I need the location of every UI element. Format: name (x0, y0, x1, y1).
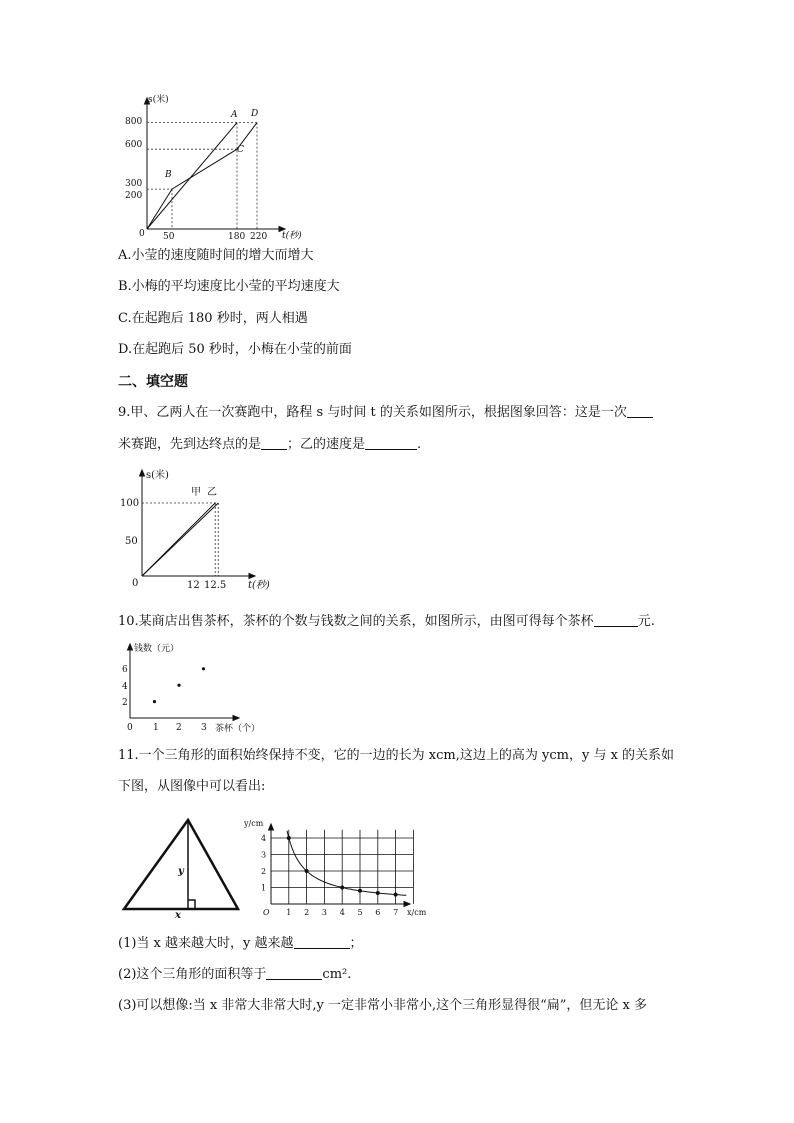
g2-origin: 0 (132, 578, 139, 589)
option-c: C.在起跑后 180 秒时，两人相遇 (118, 311, 308, 326)
g2-ytick-100: 100 (120, 498, 140, 509)
g4-ytick-2: 2 (261, 867, 267, 876)
g3-x-label: 茶杯（个） (215, 724, 261, 734)
q11-sub2-a: (2)这个三角形的面积等于 (118, 967, 267, 982)
triangle-shape (124, 820, 238, 909)
g1-point-c: C (237, 145, 244, 155)
g1-ytick-200: 200 (125, 191, 143, 201)
g4-origin: O (263, 908, 270, 917)
q9-blank-distance (627, 403, 653, 418)
g2-series-jia: 甲 (191, 487, 201, 498)
option-b: B.小梅的平均速度比小莹的平均速度大 (118, 279, 340, 294)
g4-point-3 (358, 889, 362, 893)
g2-series-yi: 乙 (207, 487, 217, 498)
g3-ytick-6: 6 (122, 665, 128, 675)
q11-line1: 11.一个三角形的面积始终保持不变，它的一边的长为 xcm,这边上的高为 ycm，y 与 x 的关系如 (118, 748, 675, 763)
g2-xtick-125: 12.5 (204, 580, 227, 591)
g3-origin: 0 (127, 723, 133, 733)
g3-y-arrow (128, 644, 133, 650)
g2-y-label: s(米) (146, 470, 169, 481)
q9-line2-c: . (417, 437, 422, 452)
g2-y-arrow (140, 470, 145, 476)
g1-series-1 (147, 123, 257, 229)
option-d: D.在起跑后 50 秒时，小梅在小莹的前面 (118, 342, 352, 357)
g1-ytick-800: 800 (125, 117, 143, 127)
g3-xtick-1: 1 (153, 723, 159, 733)
q11-blank-trend (294, 934, 350, 949)
triangle-base-label: x (175, 910, 181, 920)
q9-line1-text: 9.甲、乙两人在一次赛跑中，路程 s 与时间 t 的关系如图所示，根据图象回答：这是一次 (118, 405, 627, 420)
g1-xtick-180: 180 (228, 232, 246, 240)
q11-sub1-b: ； (349, 936, 363, 951)
q10-text-a: 10.某商店出售茶杯，茶杯的个数与钱数之间的关系，如图所示，由图可得每个茶杯 (118, 614, 594, 629)
g4-y-label: y/cm (244, 819, 264, 828)
g1-ytick-600: 600 (125, 140, 143, 150)
g1-xtick-220: 220 (250, 232, 268, 240)
g3-point-2 (202, 667, 205, 670)
g1-point-d: D (251, 109, 259, 119)
q11-sub2 (118, 965, 351, 985)
g4-curve (287, 831, 406, 896)
cup-price-graph (118, 638, 278, 734)
q9-line2-a: 米赛跑，先到达终点的是 (118, 437, 262, 452)
q11-line2: 下图，从图像中可以看出: (118, 779, 266, 794)
g4-ytick-1: 1 (261, 883, 267, 893)
race-graph-2 (118, 466, 278, 596)
g2-x-label: t(秒) (248, 580, 270, 591)
triangle-height-label: y (178, 866, 184, 877)
right-angle-mark (188, 900, 195, 909)
g4-xtick-3: 3 (321, 908, 327, 917)
g1-ytick-300: 300 (125, 179, 143, 189)
g1-xtick-50: 50 (163, 232, 175, 240)
q9-line2-b: ；乙的速度是 (287, 437, 366, 452)
g4-xtick-4: 4 (339, 908, 345, 917)
g1-series-0 (147, 123, 237, 229)
q9-line2 (118, 435, 421, 455)
g4-xtick-6: 6 (375, 908, 381, 917)
g2-ytick-50: 50 (125, 536, 138, 547)
g4-point-5 (394, 893, 398, 897)
g4-point-4 (376, 891, 380, 895)
g4-x-arrow (404, 902, 410, 907)
g1-y-label: s(米) (148, 95, 169, 105)
q10-text-b: 元. (637, 614, 655, 629)
q11-sub1 (118, 934, 363, 954)
g1-point-b: B (165, 170, 172, 180)
option-a: A.小莹的速度随时间的增大而增大 (118, 248, 314, 263)
g3-point-0 (153, 700, 156, 703)
g1-point-a: A (231, 110, 238, 120)
g3-point-1 (177, 684, 180, 687)
g3-x-arrow (233, 716, 239, 721)
g4-xtick-1: 1 (286, 908, 292, 917)
q9-blank-winner (261, 435, 287, 450)
g4-y-arrow (269, 824, 274, 830)
g3-ytick-4: 4 (122, 682, 128, 692)
g4-x-label: x/cm (407, 908, 427, 917)
g4-xtick-5: 5 (357, 908, 363, 917)
g4-xtick-7: 7 (393, 908, 399, 917)
inverse-graph (243, 812, 429, 920)
g2-series-1 (142, 503, 218, 576)
g1-origin: 0 (139, 229, 145, 239)
g3-ytick-2: 2 (122, 698, 128, 708)
g2-xtick-12: 12 (187, 580, 200, 591)
g4-ytick-4: 4 (261, 834, 267, 843)
q11-sub3: (3)可以想像:当 x 非常大非常大时,y 一定非常小非常小,这个三角形显得很“扁”，但无论 x 多 (118, 998, 648, 1013)
g3-xtick-3: 3 (201, 723, 207, 733)
q11-sub1-a: (1)当 x 越来越大时，y 越来越 (118, 936, 294, 951)
q11-sub2-b: cm². (322, 967, 352, 982)
g3-xtick-2: 2 (176, 723, 182, 733)
race-graph-1 (118, 90, 318, 240)
g4-point-1 (305, 869, 309, 873)
g4-point-0 (287, 836, 291, 840)
g4-ytick-3: 3 (261, 850, 267, 860)
q10-text (118, 612, 655, 632)
q9-blank-speed (365, 435, 417, 450)
q11-blank-area (266, 965, 322, 980)
g3-y-label: 钱数（元） (134, 644, 180, 654)
q10-blank-price (594, 612, 638, 627)
g4-point-2 (340, 886, 344, 890)
triangle-figure (118, 812, 242, 920)
g4-xtick-2: 2 (304, 908, 310, 917)
q9-line1 (118, 403, 653, 423)
section-title: 二、填空题 (118, 374, 188, 390)
g2-x-arrow (249, 574, 255, 579)
g1-x-label: t(秒) (282, 231, 302, 240)
